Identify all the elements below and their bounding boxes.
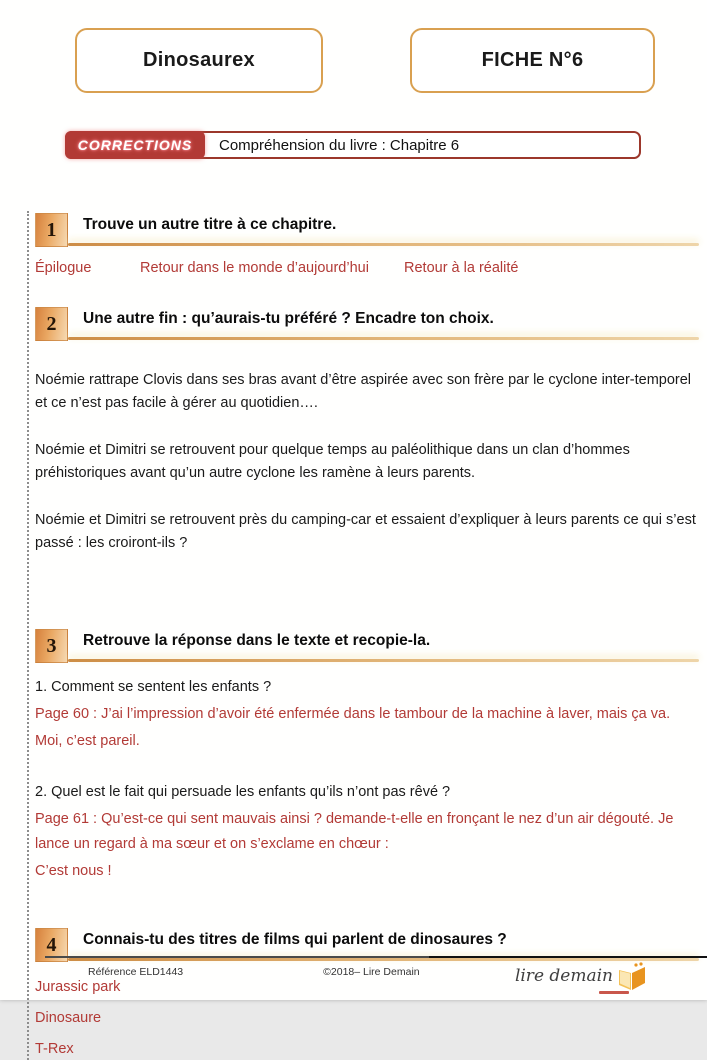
film-title: Jurassic park — [35, 979, 121, 995]
ending-choice-paragraph: Noémie rattrape Clovis dans ses bras avant d’être aspirée avec son frère par le cyclone inter-temporel et ce n’est pas facile à gérer au quotidien…. — [35, 372, 692, 411]
section-3-rule — [68, 659, 699, 662]
question-text: 1. Comment se sentent les enfants ? — [35, 679, 272, 695]
film-title: T-Rex — [35, 1041, 74, 1057]
sections-container — [27, 211, 707, 1060]
section-2-choices — [35, 369, 699, 555]
footer-divider — [45, 956, 707, 958]
answer-option: Épilogue — [35, 260, 92, 276]
fiche-number-box — [410, 28, 655, 93]
book-title: Dinosaurex — [143, 49, 255, 71]
header — [0, 0, 707, 93]
publisher-logo-text: lire demain — [514, 966, 613, 986]
film-title: Dinosaure — [35, 1010, 102, 1026]
question-text: 2. Quel est le fait qui persuade les enfants qu’ils n’ont pas rêvé ? — [35, 784, 451, 800]
section-2-header — [35, 307, 699, 341]
section-2-rule — [68, 337, 699, 340]
ending-choice-paragraph: Noémie et Dimitri se retrouvent près du camping-car et essaient d’expliquer à leurs parents ce qui s’est passé : les croiront-ils ? — [35, 512, 696, 551]
section-4-number-badge: 4 — [35, 928, 68, 962]
section-3-qa — [35, 679, 699, 884]
section-4-rule — [68, 958, 699, 961]
reference-code: Référence ELD1443 — [88, 966, 184, 978]
section-3-header — [35, 629, 699, 663]
section-2-number-badge: 2 — [35, 307, 68, 341]
section-1-title: Trouve un autre titre à ce chapitre. — [83, 216, 337, 233]
spacer — [35, 886, 699, 928]
qa-item-1 — [35, 679, 699, 754]
spacer — [35, 276, 699, 307]
section-1-header — [35, 213, 699, 247]
answer-text: Page 60 : J’ai l’impression d’avoir été enfermée dans le tambour de la machine à laver, mais ça va. — [35, 706, 671, 722]
corrections-banner — [65, 131, 641, 159]
section-4-title: Connais-tu des titres de films qui parlent de dinosaures ? — [83, 931, 507, 948]
book-title-box — [75, 28, 323, 93]
footer — [0, 966, 707, 992]
open-book-icon — [615, 962, 649, 992]
answer-text: Moi, c’est pareil. — [35, 733, 140, 749]
copyright-text: ©2018– Lire Demain — [323, 966, 420, 978]
answer-text: C’est nous ! — [35, 863, 112, 879]
fiche-number: FICHE N°6 — [481, 49, 584, 71]
section-2-title: Une autre fin : qu’aurais-tu préféré ? Encadre ton choix. — [83, 310, 494, 327]
logo-tagline-mark — [599, 991, 629, 994]
banner-title: Compréhension du livre : Chapitre 6 — [219, 136, 460, 154]
publisher-logo — [515, 966, 649, 992]
section-1-answers — [35, 260, 699, 276]
answer-text: Page 61 : Qu’est-ce qui sent mauvais ainsi ? demande-t-elle en fronçant le nez d’un air dégouté. Je lance un regard à ma sœur et on s’exclame en chœur : — [35, 811, 674, 852]
section-3-title: Retrouve la réponse dans le texte et recopie-la. — [83, 632, 431, 649]
qa-item-2 — [35, 784, 699, 884]
answer-option: Retour à la réalité — [404, 260, 519, 276]
corrections-label: CORRECTIONS — [77, 137, 193, 153]
answer-option: Retour dans le monde d’aujourd’hui — [140, 260, 369, 276]
spacer — [35, 579, 699, 629]
section-3-number-badge: 3 — [35, 629, 68, 663]
corrections-badge — [65, 131, 205, 159]
ending-choice-paragraph: Noémie et Dimitri se retrouvent pour quelque temps au paléolithique dans un clan d’hommes préhistoriques avant qu’un autre cyclone les ramène à leurs parents. — [35, 442, 630, 481]
section-1-number-badge: 1 — [35, 213, 68, 247]
section-1-rule — [68, 243, 699, 246]
